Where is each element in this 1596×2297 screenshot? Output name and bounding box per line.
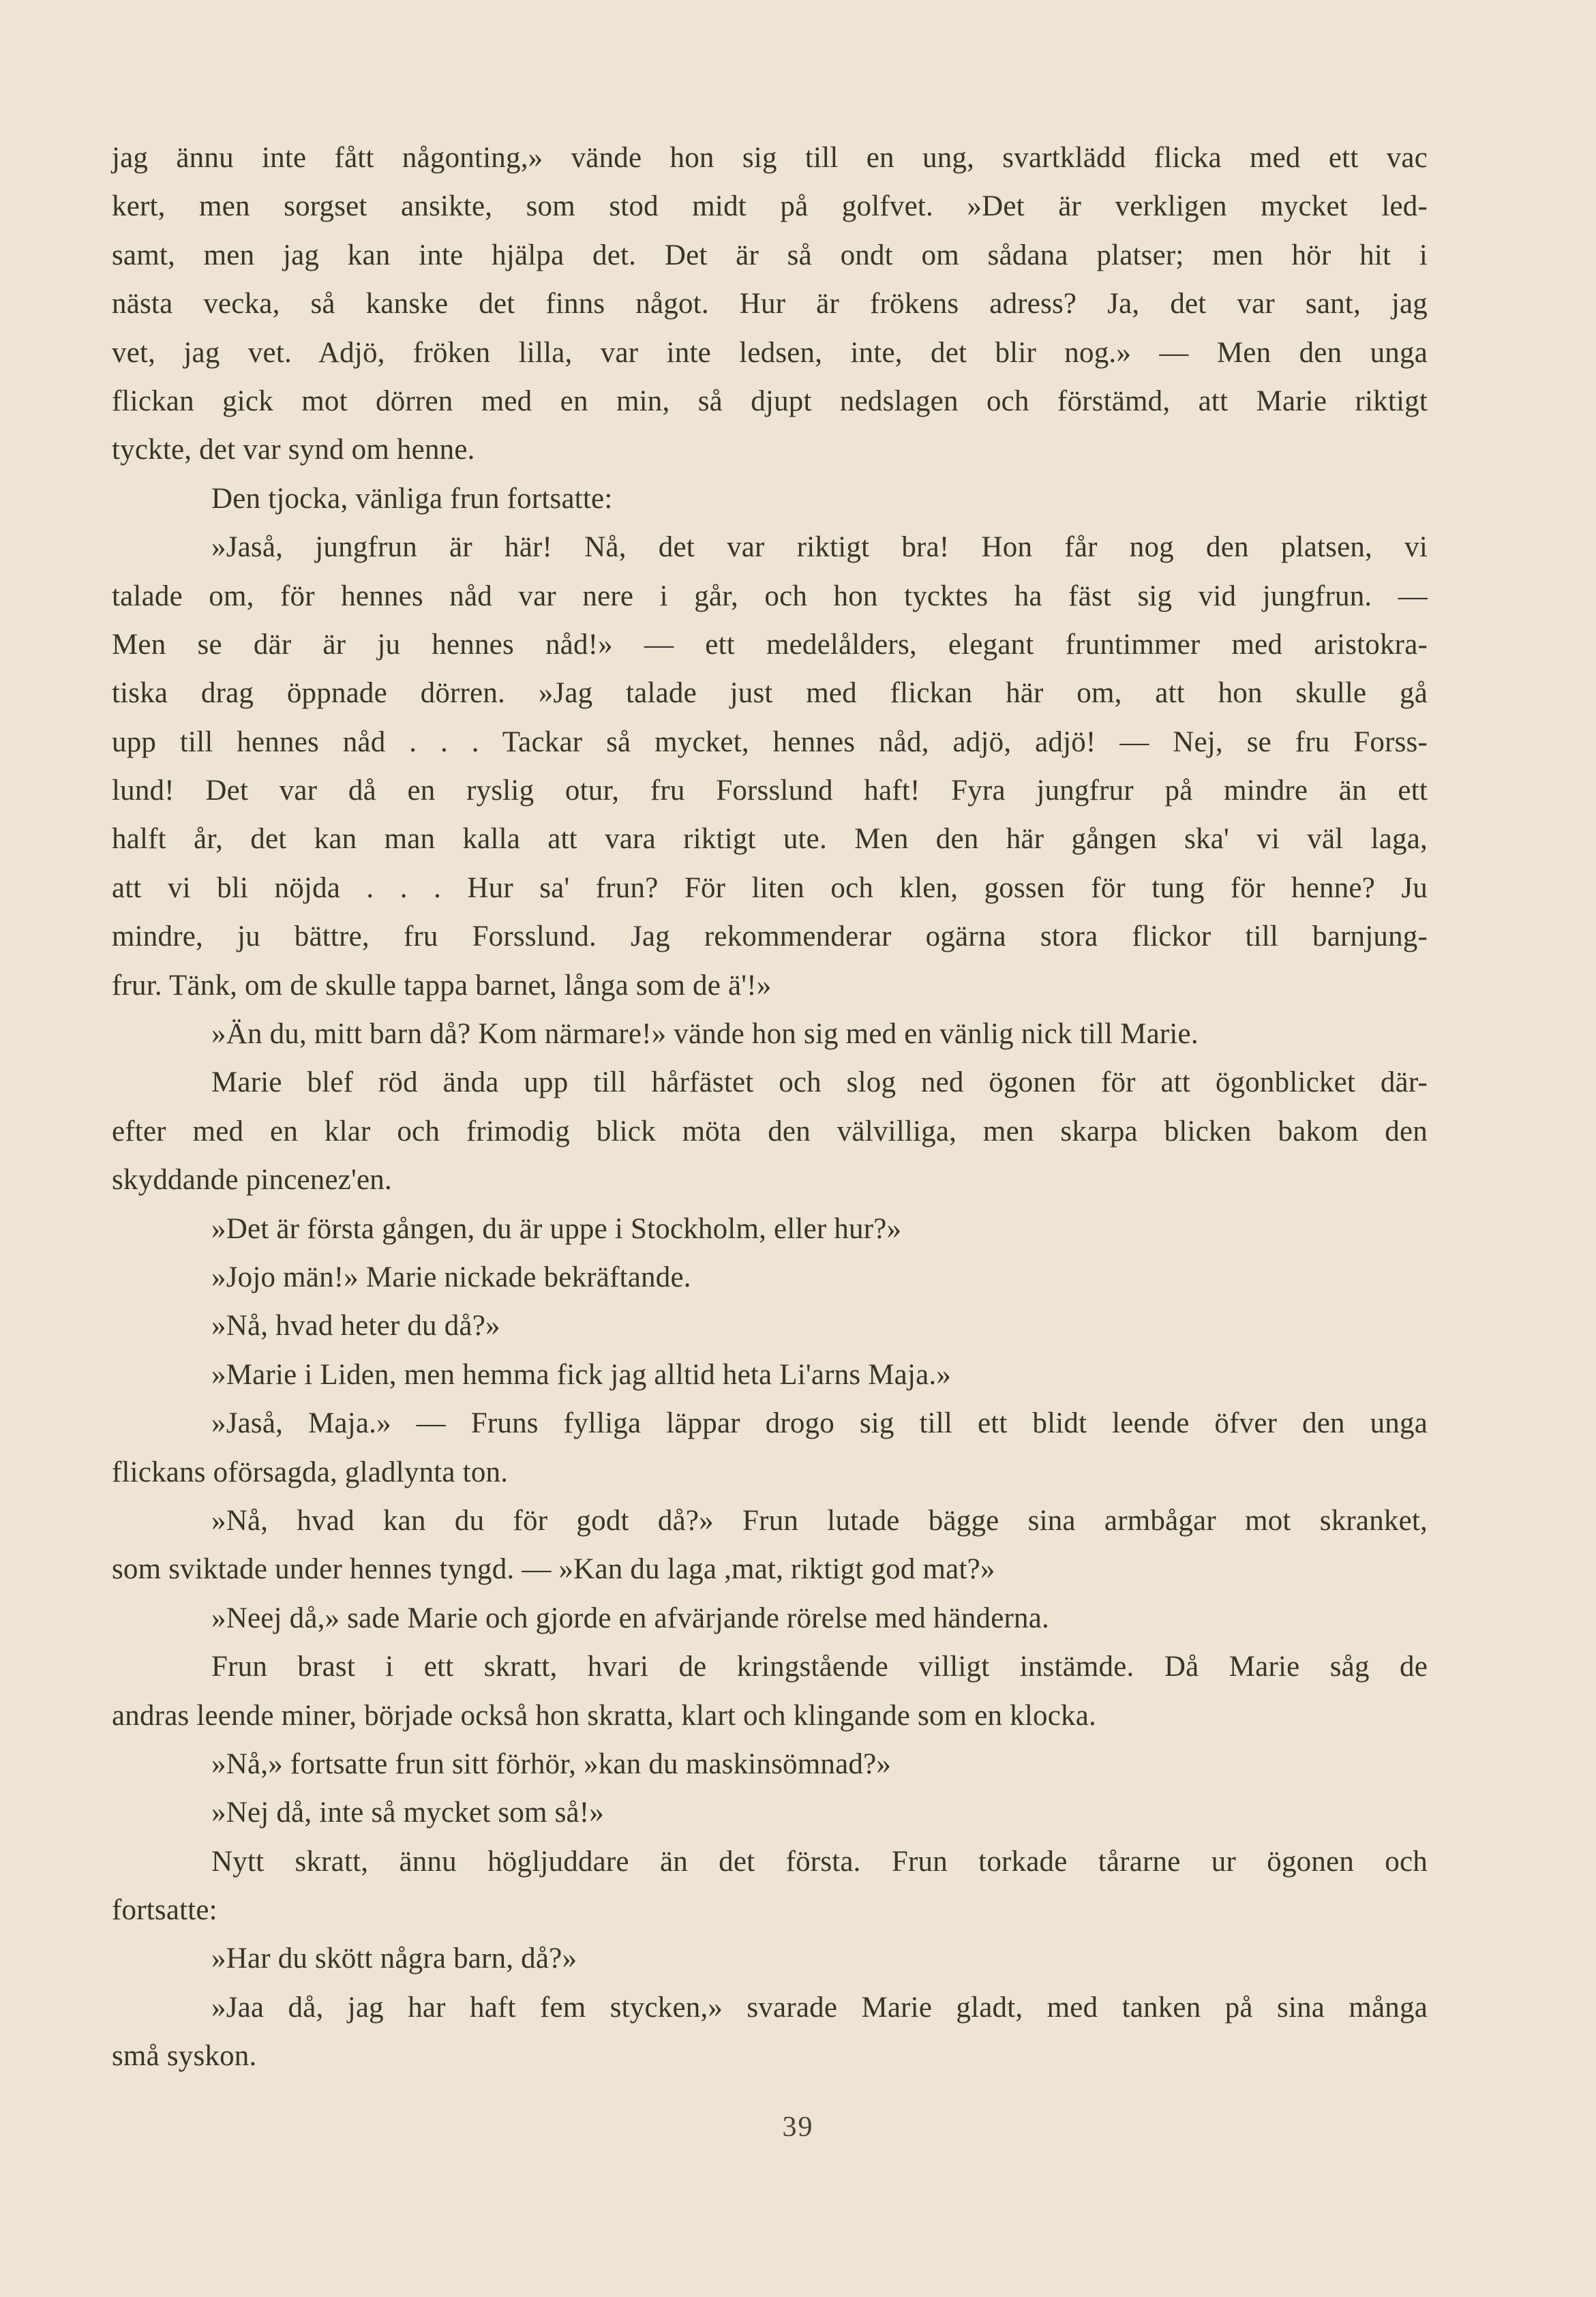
text-line: andras leende miner, började också hon skratta, klart och klingande som en klocka.	[112, 1699, 1096, 1732]
text-line: Den tjocka, vänliga frun fortsatte:	[211, 482, 613, 515]
text-line: som sviktade under hennes tyngd. — »Kan du laga ,mat, riktigt god mat?»	[112, 1553, 995, 1586]
text-line: kert, men sorgset ansikte, som stod midt på golfvet. »Det är verkligen mycket led-	[112, 190, 1428, 223]
text-line: upp till hennes nåd . . . Tackar så mycket, hennes nåd, adjö, adjö! — Nej, se fru Forss-	[112, 725, 1428, 758]
text-line: att vi bli nöjda . . . Hur sa' frun? För liten och klen, gossen för tung för henne? Ju	[112, 871, 1428, 904]
text-line: »Nå, hvad heter du då?»	[211, 1310, 500, 1342]
text-line: halft år, det kan man kalla att vara riktigt ute. Men den här gången ska' vi väl laga,	[112, 823, 1428, 856]
text-line: talade om, för hennes nåd var nere i går, och hon tycktes ha fäst sig vid jungfrun. —	[112, 580, 1428, 612]
text-line: skyddande pincenez'en.	[112, 1164, 392, 1197]
text-line: tyckte, det var synd om henne.	[112, 434, 475, 466]
text-line: »Jojo män!» Marie nickade bekräftande.	[211, 1261, 691, 1293]
text-line: mindre, ju bättre, fru Forsslund. Jag rekommenderar ogärna stora flickor till barnjung-	[112, 920, 1428, 953]
text-line: flickans oförsagda, gladlynta ton.	[112, 1456, 509, 1488]
text-line: nästa vecka, så kanske det finns något. Hur är frökens adress? Ja, det var sant, jag	[112, 288, 1428, 320]
text-line: »Nå,» fortsatte frun sitt förhör, »kan du maskinsömnad?»	[211, 1747, 892, 1780]
body-text	[112, 134, 1428, 2081]
text-line: tiska drag öppnade dörren. »Jag talade just med flickan här om, att hon skulle gå	[112, 677, 1428, 710]
text-line: »Jaså, Maja.» — Fruns fylliga läppar drogo sig till ett blidt leende öfver den unga	[211, 1407, 1428, 1440]
text-line: »Marie i Liden, men hemma fick jag alltid heta Li'arns Maja.»	[211, 1358, 952, 1391]
text-line: »Neej då,» sade Marie och gjorde en afvärjande rörelse med händerna.	[211, 1602, 1049, 1634]
text-line: »Än du, mitt barn då? Kom närmare!» vände hon sig med en vänlig nick till Marie.	[211, 1018, 1199, 1051]
text-line: »Har du skött några barn, då?»	[211, 1942, 577, 1975]
page-number: 39	[782, 2112, 814, 2143]
text-line: Men se där är ju hennes nåd!» — ett medelålders, elegant fruntimmer med aristokra-	[112, 628, 1428, 661]
text-line: små syskon.	[112, 2040, 257, 2073]
text-line: Marie blef röd ända upp till hårfästet och slog ned ögonen för att ögonblicket där-	[211, 1066, 1428, 1099]
text-line: efter med en klar och frimodig blick möta den välvilliga, men skarpa blicken bakom den	[112, 1115, 1428, 1147]
text-line: jag ännu inte fått någonting,» vände hon sig till en ung, svartklädd flicka med ett vac	[112, 142, 1428, 174]
text-line: frur. Tänk, om de skulle tappa barnet, långa som de ä'!»	[112, 969, 772, 1002]
text-line: »Jaa då, jag har haft fem stycken,» svarade Marie gladt, med tanken på sina många	[211, 1991, 1428, 2024]
text-line: Nytt skratt, ännu högljuddare än det första. Frun torkade tårarne ur ögonen och	[211, 1845, 1428, 1878]
text-line: Frun brast i ett skratt, hvari de kringstående villigt instämde. Då Marie såg de	[211, 1651, 1428, 1683]
text-line: »Jaså, jungfrun är här! Nå, det var riktigt bra! Hon får nog den platsen, vi	[211, 531, 1428, 564]
text-line: flickan gick mot dörren med en min, så djupt nedslagen och förstämd, att Marie riktigt	[112, 385, 1428, 417]
text-line: lund! Det var då en ryslig otur, fru Forsslund haft! Fyra jungfrur på mindre än ett	[112, 775, 1428, 807]
text-line: »Det är första gången, du är uppe i Stockholm, eller hur?»	[211, 1212, 902, 1245]
text-line: vet, jag vet. Adjö, fröken lilla, var inte ledsen, inte, det blir nog.» — Men den unga	[112, 336, 1428, 369]
text-line: fortsatte:	[112, 1894, 217, 1927]
text-line: »Nej då, inte så mycket som så!»	[211, 1797, 605, 1829]
text-line: samt, men jag kan inte hjälpa det. Det är så ondt om sådana platser; men hör hit i	[112, 239, 1428, 271]
text-line: »Nå, hvad kan du för godt då?» Frun lutade bägge sina armbågar mot skranket,	[211, 1504, 1428, 1537]
